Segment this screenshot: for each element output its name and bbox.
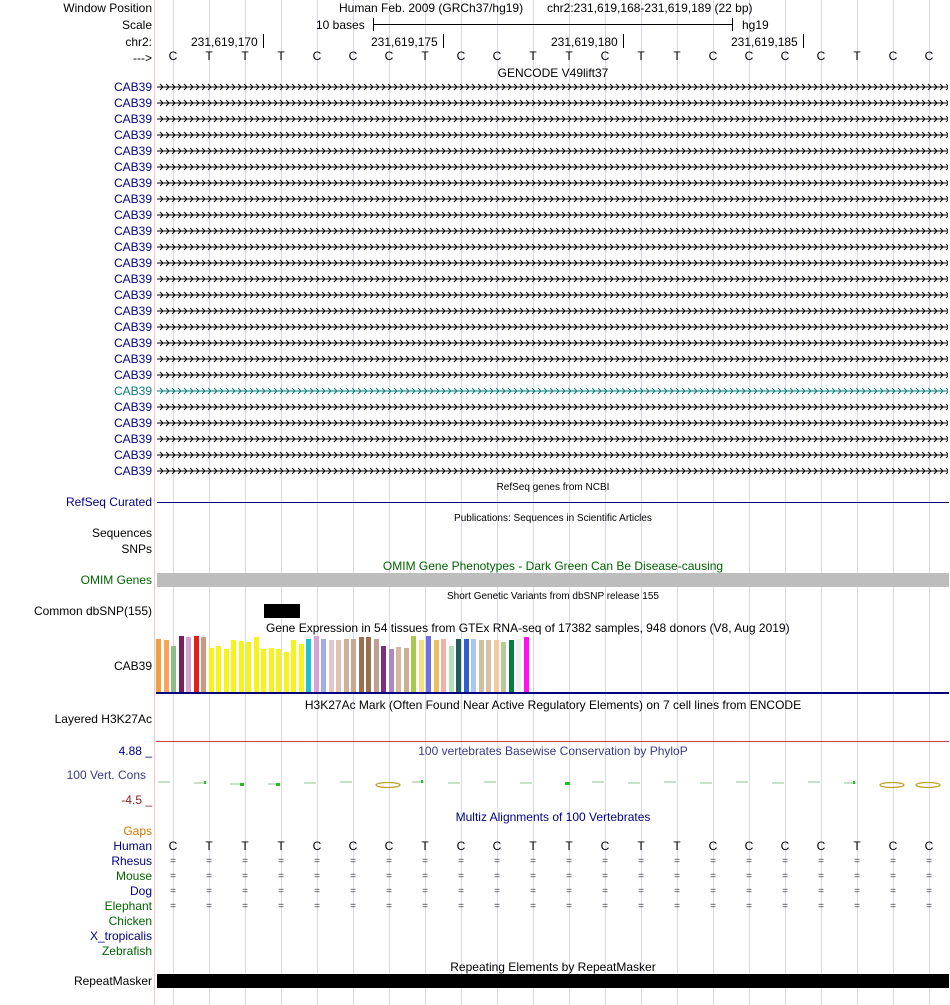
alignment-match: = xyxy=(782,886,788,897)
gtex-bar-chart[interactable] xyxy=(156,636,536,692)
alignment-match: = xyxy=(854,871,860,882)
gencode-transcript[interactable] xyxy=(157,115,948,123)
alignment-match: = xyxy=(566,901,572,912)
alignment-match: = xyxy=(386,871,392,882)
gtex-tissue-bar[interactable] xyxy=(321,639,326,692)
gencode-transcript[interactable] xyxy=(157,83,948,91)
multiz-gaps-label[interactable]: Gaps xyxy=(123,824,152,838)
alignment-match: = xyxy=(854,856,860,867)
gencode-row-label[interactable]: CAB39 xyxy=(113,256,152,270)
multiz-human-base: T xyxy=(853,839,861,853)
h3k27ac-title[interactable]: H3K27Ac Mark (Often Found Near Active Regulatory Elements) on 7 cell lines from ENCODE xyxy=(304,698,802,712)
alignment-match: = xyxy=(710,886,716,897)
species-label[interactable]: Zebrafish xyxy=(101,944,152,958)
base-letter: C xyxy=(708,49,718,63)
multiz-human-base: C xyxy=(312,839,322,853)
gtex-tissue-bar[interactable] xyxy=(336,640,341,692)
multiz-human-base: T xyxy=(637,839,645,853)
base-letter: C xyxy=(168,49,178,63)
gtex-tissue-bar[interactable] xyxy=(389,649,394,692)
gtex-tissue-bar[interactable] xyxy=(524,637,529,692)
gtex-tissue-bar[interactable] xyxy=(359,637,364,692)
alignment-match: = xyxy=(458,871,464,882)
gencode-row-label[interactable]: CAB39 xyxy=(113,448,152,462)
gtex-tissue-bar[interactable] xyxy=(306,639,311,692)
base-letter: C xyxy=(384,49,394,63)
gencode-row-label[interactable]: CAB39 xyxy=(113,368,152,382)
alignment-match: = xyxy=(494,856,500,867)
species-label[interactable]: Elephant xyxy=(104,899,152,913)
alignment-match: = xyxy=(746,886,752,897)
alignment-match: = xyxy=(818,886,824,897)
multiz-human-base: C xyxy=(384,839,394,853)
alignment-match: = xyxy=(530,901,536,912)
multiz-human-base: C xyxy=(348,839,358,853)
alignment-match: = xyxy=(242,856,248,867)
multiz-human-base: C xyxy=(456,839,466,853)
gtex-tissue-bar[interactable] xyxy=(216,646,221,692)
gencode-row-label[interactable]: CAB39 xyxy=(113,240,152,254)
gtex-tissue-bar[interactable] xyxy=(239,641,244,692)
assembly-short: hg19 xyxy=(742,18,769,32)
alignment-match: = xyxy=(314,886,320,897)
coord-1: 231,619,170 xyxy=(191,35,258,49)
refseq-line[interactable] xyxy=(157,502,949,503)
multiz-human-base: C xyxy=(492,839,502,853)
h3k27ac-baseline xyxy=(156,741,949,742)
multiz-human-base: T xyxy=(205,839,213,853)
alignment-match: = xyxy=(278,901,284,912)
gencode-transcript[interactable] xyxy=(157,195,948,203)
alignment-match: = xyxy=(422,856,428,867)
gtex-tissue-bar[interactable] xyxy=(276,649,281,692)
coord-3-tick xyxy=(623,34,624,48)
gencode-transcript[interactable] xyxy=(157,243,948,251)
gencode-row-label[interactable]: CAB39 xyxy=(113,96,152,110)
base-letter: T xyxy=(853,49,861,63)
alignment-match: = xyxy=(638,886,644,897)
gtex-tissue-bar[interactable] xyxy=(516,639,521,692)
base-letter: T xyxy=(565,49,573,63)
gencode-row-label[interactable]: CAB39 xyxy=(113,160,152,174)
alignment-match: = xyxy=(458,856,464,867)
alignment-match: = xyxy=(818,856,824,867)
gtex-tissue-bar[interactable] xyxy=(411,636,416,692)
gencode-transcript[interactable] xyxy=(157,403,948,411)
gtex-tissue-bar[interactable] xyxy=(269,648,274,692)
gtex-tissue-bar[interactable] xyxy=(449,646,454,692)
gencode-transcript[interactable] xyxy=(157,227,948,235)
gencode-title[interactable]: GENCODE V49lift37 xyxy=(497,66,609,80)
strand-label: ---> xyxy=(133,51,152,65)
alignment-match: = xyxy=(746,871,752,882)
base-letter: C xyxy=(600,49,610,63)
multiz-human-base: T xyxy=(241,839,249,853)
alignment-match: = xyxy=(314,871,320,882)
alignment-match: = xyxy=(890,856,896,867)
gencode-transcript[interactable] xyxy=(157,291,948,299)
multiz-human-base: T xyxy=(277,839,285,853)
omim-label[interactable]: OMIM Genes xyxy=(80,573,152,587)
gtex-tissue-bar[interactable] xyxy=(171,646,176,692)
alignment-match: = xyxy=(530,856,536,867)
alignment-match: = xyxy=(602,901,608,912)
gencode-row-label[interactable]: CAB39 xyxy=(113,272,152,286)
alignment-match: = xyxy=(890,886,896,897)
alignment-match: = xyxy=(890,871,896,882)
phylop-signal[interactable] xyxy=(156,776,949,794)
alignment-match: = xyxy=(638,901,644,912)
gencode-transcript[interactable] xyxy=(157,147,948,155)
gencode-transcript[interactable] xyxy=(157,275,948,283)
gencode-row-label[interactable]: CAB39 xyxy=(113,400,152,414)
multiz-title[interactable]: Multiz Alignments of 100 Vertebrates xyxy=(455,810,651,824)
coord-2: 231,619,175 xyxy=(371,35,438,49)
gtex-tissue-bar[interactable] xyxy=(509,640,514,692)
alignment-match: = xyxy=(674,856,680,867)
repeatmasker-title[interactable]: Repeating Elements by RepeatMasker xyxy=(450,960,656,974)
base-letter: T xyxy=(529,49,537,63)
gencode-transcript[interactable] xyxy=(157,211,948,219)
gtex-title[interactable]: Gene Expression in 54 tissues from GTEx RNA-seq of 17382 samples, 948 donors (V8, Aug 2019) xyxy=(266,621,790,635)
species-label[interactable]: Dog xyxy=(129,884,152,898)
gencode-row-label[interactable]: CAB39 xyxy=(113,112,152,126)
publications-sequences-label[interactable]: Sequences xyxy=(91,526,152,540)
chr-label: chr2: xyxy=(125,35,152,49)
dbsnp-title[interactable]: Short Genetic Variants from dbSNP release 155 xyxy=(447,591,659,602)
alignment-match: = xyxy=(566,856,572,867)
alignment-match: = xyxy=(350,856,356,867)
alignment-match: = xyxy=(242,871,248,882)
publications-snps-label[interactable]: SNPs xyxy=(121,542,152,556)
coord-1-tick xyxy=(263,34,264,48)
gtex-tissue-bar[interactable] xyxy=(329,640,334,692)
alignment-match: = xyxy=(206,871,212,882)
alignment-match: = xyxy=(206,901,212,912)
gencode-row-label[interactable]: CAB39 xyxy=(113,288,152,302)
alignment-match: = xyxy=(566,871,572,882)
gencode-transcript[interactable] xyxy=(157,355,948,363)
alignment-match: = xyxy=(242,901,248,912)
alignment-match: = xyxy=(350,871,356,882)
alignment-match: = xyxy=(170,886,176,897)
base-letter: C xyxy=(348,49,358,63)
base-letter: C xyxy=(816,49,826,63)
gencode-transcript[interactable] xyxy=(157,371,948,379)
scale-bar-right-tick xyxy=(732,18,733,31)
position-text[interactable]: chr2:231,619,168-231,619,189 (22 bp) xyxy=(547,1,753,15)
multiz-human-base: T xyxy=(673,839,681,853)
gtex-tissue-bar[interactable] xyxy=(381,646,386,692)
gtex-baseline xyxy=(156,692,949,694)
gtex-tissue-bar[interactable] xyxy=(374,639,379,692)
alignment-match: = xyxy=(602,886,608,897)
gtex-tissue-bar[interactable] xyxy=(426,636,431,692)
scale-bar xyxy=(373,24,733,25)
alignment-match: = xyxy=(422,901,428,912)
gencode-transcript[interactable] xyxy=(157,179,948,187)
label-separator xyxy=(154,0,155,1005)
gtex-tissue-bar[interactable] xyxy=(291,640,296,692)
alignment-match: = xyxy=(422,886,428,897)
scale-text: 10 bases xyxy=(316,18,365,32)
gtex-tissue-bar[interactable] xyxy=(419,640,424,692)
phylop-title[interactable]: 100 vertebrates Basewise Conservation by PhyloP xyxy=(418,744,688,758)
alignment-match: = xyxy=(710,856,716,867)
gtex-tissue-bar[interactable] xyxy=(456,639,461,692)
gtex-tissue-bar[interactable] xyxy=(396,647,401,692)
base-letter: C xyxy=(492,49,502,63)
base-letter: C xyxy=(744,49,754,63)
alignment-match: = xyxy=(278,871,284,882)
base-letter: C xyxy=(456,49,466,63)
gtex-tissue-bar[interactable] xyxy=(501,642,506,692)
gencode-transcript[interactable] xyxy=(157,163,948,171)
alignment-match: = xyxy=(926,901,932,912)
gencode-row-label[interactable]: CAB39 xyxy=(113,416,152,430)
alignment-match: = xyxy=(386,856,392,867)
multiz-human-base: T xyxy=(529,839,537,853)
gencode-row-label[interactable]: CAB39 xyxy=(113,432,152,446)
alignment-match: = xyxy=(350,886,356,897)
gencode-transcript[interactable] xyxy=(157,131,948,139)
gtex-tissue-bar[interactable] xyxy=(179,636,184,692)
multiz-human-base: C xyxy=(168,839,178,853)
alignment-match: = xyxy=(278,856,284,867)
gencode-row-label[interactable]: CAB39 xyxy=(113,224,152,238)
species-label[interactable]: Mouse xyxy=(115,869,152,883)
gencode-transcript[interactable] xyxy=(157,387,948,395)
alignment-match: = xyxy=(602,871,608,882)
gtex-label[interactable]: CAB39 xyxy=(113,659,152,673)
base-letter: C xyxy=(312,49,322,63)
alignment-match: = xyxy=(926,856,932,867)
alignment-match: = xyxy=(242,886,248,897)
alignment-match: = xyxy=(170,856,176,867)
alignment-match: = xyxy=(350,901,356,912)
gtex-tissue-bar[interactable] xyxy=(351,639,356,692)
gtex-tissue-bar[interactable] xyxy=(194,636,199,692)
gencode-row-label[interactable]: CAB39 xyxy=(113,128,152,142)
gencode-transcript[interactable] xyxy=(157,435,948,443)
alignment-match: = xyxy=(710,871,716,882)
alignment-match: = xyxy=(926,871,932,882)
gtex-tissue-bar[interactable] xyxy=(201,637,206,692)
gencode-transcript[interactable] xyxy=(157,451,948,459)
gencode-transcript[interactable] xyxy=(157,99,948,107)
gtex-tissue-bar[interactable] xyxy=(254,637,259,692)
gtex-tissue-bar[interactable] xyxy=(471,639,476,692)
gencode-row-label[interactable]: CAB39 xyxy=(113,352,152,366)
alignment-match: = xyxy=(566,886,572,897)
alignment-match: = xyxy=(602,856,608,867)
alignment-match: = xyxy=(710,901,716,912)
gtex-tissue-bar[interactable] xyxy=(261,649,266,692)
gencode-row-label[interactable]: CAB39 xyxy=(113,320,152,334)
alignment-match: = xyxy=(782,901,788,912)
repeatmasker-feature[interactable] xyxy=(157,974,949,988)
gtex-tissue-bar[interactable] xyxy=(404,648,409,692)
dbsnp-label[interactable]: Common dbSNP(155) xyxy=(33,604,152,618)
gencode-row-label[interactable]: CAB39 xyxy=(113,384,152,398)
coord-4: 231,619,185 xyxy=(731,35,798,49)
gencode-transcript[interactable] xyxy=(157,307,948,315)
gtex-tissue-bar[interactable] xyxy=(231,640,236,692)
base-letter: T xyxy=(277,49,285,63)
gencode-transcript[interactable] xyxy=(157,419,948,427)
gtex-tissue-bar[interactable] xyxy=(314,636,319,692)
base-letter: T xyxy=(673,49,681,63)
alignment-match: = xyxy=(782,856,788,867)
alignment-match: = xyxy=(674,886,680,897)
alignment-match: = xyxy=(314,856,320,867)
base-letter: T xyxy=(637,49,645,63)
alignment-match: = xyxy=(926,886,932,897)
base-letter: C xyxy=(888,49,898,63)
h3k27ac-label[interactable]: Layered H3K27Ac xyxy=(54,712,152,726)
gtex-tissue-bar[interactable] xyxy=(209,648,214,692)
refseq-title[interactable]: RefSeq genes from NCBI xyxy=(496,482,610,493)
gtex-tissue-bar[interactable] xyxy=(464,639,469,692)
alignment-match: = xyxy=(638,871,644,882)
alignment-match: = xyxy=(170,871,176,882)
gtex-tissue-bar[interactable] xyxy=(156,639,161,692)
alignment-match: = xyxy=(890,901,896,912)
alignment-match: = xyxy=(674,901,680,912)
alignment-match: = xyxy=(170,901,176,912)
multiz-human-base: C xyxy=(816,839,826,853)
repeatmasker-label[interactable]: RepeatMasker xyxy=(73,974,152,988)
coord-4-tick xyxy=(803,34,804,48)
omim-title[interactable]: OMIM Gene Phenotypes - Dark Green Can Be Disease-causing xyxy=(382,559,724,573)
scale-label: Scale xyxy=(121,18,152,32)
alignment-match: = xyxy=(278,886,284,897)
multiz-human-base: C xyxy=(708,839,718,853)
multiz-human-base: C xyxy=(744,839,754,853)
gencode-row-label[interactable]: CAB39 xyxy=(113,144,152,158)
alignment-match: = xyxy=(854,886,860,897)
gtex-tissue-bar[interactable] xyxy=(441,639,446,692)
dbsnp-variant[interactable] xyxy=(264,604,300,618)
scale-bar-left-tick xyxy=(373,18,374,31)
gtex-tissue-bar[interactable] xyxy=(246,642,251,692)
base-letter: T xyxy=(241,49,249,63)
alignment-match: = xyxy=(746,901,752,912)
gencode-row-label[interactable]: CAB39 xyxy=(113,304,152,318)
gtex-tissue-bar[interactable] xyxy=(224,649,229,692)
gtex-tissue-bar[interactable] xyxy=(486,640,491,692)
base-letter: T xyxy=(205,49,213,63)
alignment-match: = xyxy=(386,901,392,912)
alignment-match: = xyxy=(530,871,536,882)
base-letter: T xyxy=(421,49,429,63)
coord-3: 231,619,180 xyxy=(551,35,618,49)
assembly-title: Human Feb. 2009 (GRCh37/hg19) xyxy=(339,1,524,15)
gencode-row-label[interactable]: CAB39 xyxy=(113,464,152,478)
alignment-match: = xyxy=(386,886,392,897)
phylop-max: 4.88 _ xyxy=(118,744,152,758)
gencode-transcript[interactable] xyxy=(157,323,948,331)
phylop-label[interactable]: 100 Vert. Cons xyxy=(66,768,146,782)
alignment-match: = xyxy=(458,886,464,897)
alignment-match: = xyxy=(746,856,752,867)
alignment-match: = xyxy=(782,871,788,882)
gtex-tissue-bar[interactable] xyxy=(164,640,169,692)
alignment-match: = xyxy=(818,901,824,912)
phylop-min: -4.5 _ xyxy=(121,793,152,807)
gtex-tissue-bar[interactable] xyxy=(284,652,289,692)
gencode-row-label[interactable]: CAB39 xyxy=(113,80,152,94)
gencode-transcript[interactable] xyxy=(157,339,948,347)
alignment-match: = xyxy=(206,886,212,897)
gtex-tissue-bar[interactable] xyxy=(479,640,484,692)
alignment-match: = xyxy=(494,886,500,897)
gencode-row-label[interactable]: CAB39 xyxy=(113,176,152,190)
gencode-row-label[interactable]: CAB39 xyxy=(113,336,152,350)
alignment-match: = xyxy=(422,871,428,882)
alignment-match: = xyxy=(314,901,320,912)
alignment-match: = xyxy=(530,886,536,897)
gtex-tissue-bar[interactable] xyxy=(434,640,439,692)
gtex-tissue-bar[interactable] xyxy=(494,640,499,692)
multiz-human-base: C xyxy=(780,839,790,853)
gtex-tissue-bar[interactable] xyxy=(366,637,371,692)
alignment-match: = xyxy=(674,871,680,882)
alignment-match: = xyxy=(458,901,464,912)
alignment-match: = xyxy=(818,871,824,882)
species-label[interactable]: Human xyxy=(113,839,152,853)
window-position-label: Window Position xyxy=(63,1,152,15)
alignment-match: = xyxy=(494,901,500,912)
gtex-tissue-bar[interactable] xyxy=(344,639,349,692)
base-letter: C xyxy=(924,49,934,63)
species-label[interactable]: X_tropicalis xyxy=(89,929,152,943)
species-label[interactable]: Chicken xyxy=(108,914,152,928)
species-label[interactable]: Rhesus xyxy=(111,854,152,868)
multiz-human-base: C xyxy=(600,839,610,853)
gencode-transcript[interactable] xyxy=(157,259,948,267)
coord-2-tick xyxy=(443,34,444,48)
gtex-tissue-bar[interactable] xyxy=(186,637,191,692)
multiz-human-base: T xyxy=(421,839,429,853)
multiz-human-base: C xyxy=(924,839,934,853)
publications-title[interactable]: Publications: Sequences in Scientific Articles xyxy=(454,513,652,524)
multiz-human-base: T xyxy=(565,839,573,853)
alignment-match: = xyxy=(638,856,644,867)
gtex-tissue-bar[interactable] xyxy=(299,644,304,692)
gencode-row-label[interactable]: CAB39 xyxy=(113,192,152,206)
multiz-human-base: C xyxy=(888,839,898,853)
base-letter: C xyxy=(780,49,790,63)
omim-feature[interactable] xyxy=(157,573,949,587)
alignment-match: = xyxy=(494,871,500,882)
refseq-label[interactable]: RefSeq Curated xyxy=(65,495,152,509)
alignment-match: = xyxy=(854,901,860,912)
alignment-match: = xyxy=(206,856,212,867)
gencode-row-label[interactable]: CAB39 xyxy=(113,208,152,222)
gencode-transcript[interactable] xyxy=(157,467,948,475)
